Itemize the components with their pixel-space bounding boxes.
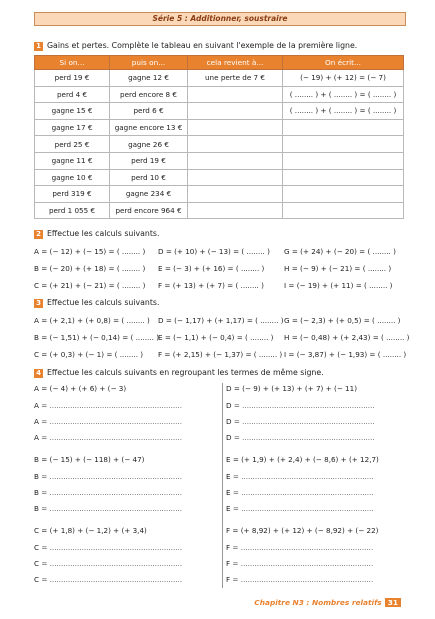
- answer-letter: A: [34, 417, 39, 426]
- expression: A = (− 4) + (+ 6) + (− 3): [34, 384, 127, 393]
- answer-letter: F: [226, 543, 231, 552]
- answer-dots: = ..........................................................: [38, 504, 183, 513]
- calculation-item[interactable]: A = (− 12) + (− 15) = ( ........ ): [34, 247, 146, 256]
- table-cell: gagne 26 €: [110, 136, 188, 153]
- answer-cell[interactable]: [283, 119, 404, 136]
- calculation-item[interactable]: G = (− 2,3) + (+ 0,5) = ( ........ ): [284, 316, 401, 325]
- answer-line[interactable]: [34, 433, 182, 442]
- table-row: [35, 136, 404, 153]
- answer-cell[interactable]: [283, 136, 404, 153]
- answer-cell: (− 19) + (+ 12) = (− 7): [283, 70, 404, 87]
- column-header: puis on...: [110, 56, 188, 70]
- answer-letter: E: [226, 472, 231, 481]
- calculation-item[interactable]: A = (+ 2,1) + (+ 0,8) = ( ........ ): [34, 316, 150, 325]
- answer-letter: C: [34, 559, 40, 568]
- table-cell[interactable]: [188, 136, 283, 153]
- answer-line[interactable]: [226, 488, 374, 497]
- answer-dots: = ..........................................................: [231, 433, 375, 442]
- table-cell[interactable]: [188, 86, 283, 103]
- answer-letter: D: [226, 401, 232, 410]
- exercise-2-instruction: Effectue les calculs suivants.: [47, 229, 160, 238]
- answer-cell[interactable]: [283, 202, 404, 219]
- table-cell: perd 19 €: [35, 70, 110, 87]
- page-number: 31: [385, 598, 401, 607]
- table-cell: une perte de 7 €: [188, 70, 283, 87]
- answer-letter: B: [34, 472, 39, 481]
- table-cell: perd encore 8 €: [110, 86, 188, 103]
- answer-dots: = ..........................................................: [230, 488, 374, 497]
- answer-cell[interactable]: ( ........ ) + ( ........ ) = ( ........ ): [283, 103, 404, 120]
- exercise-number-badge: 3: [34, 299, 43, 308]
- table-cell: gagne 10 €: [35, 169, 110, 186]
- table-cell[interactable]: [188, 202, 283, 219]
- table-cell: perd 1 055 €: [35, 202, 110, 219]
- table-cell[interactable]: [188, 169, 283, 186]
- table-cell[interactable]: [188, 103, 283, 120]
- answer-dots: = ..........................................................: [230, 543, 374, 552]
- answer-line[interactable]: [226, 559, 373, 568]
- calculation-item[interactable]: C = (+ 0,3) + (− 1) = ( ........ ): [34, 350, 144, 359]
- table-cell[interactable]: [188, 119, 283, 136]
- calculation-item[interactable]: I = (− 3,87) + (− 1,93) = ( ........ ): [284, 350, 407, 359]
- answer-line[interactable]: [226, 543, 373, 552]
- table-cell: perd 25 €: [35, 136, 110, 153]
- answer-cell[interactable]: [283, 169, 404, 186]
- answer-dots: = ..........................................................: [39, 543, 183, 552]
- table-cell: perd 10 €: [110, 169, 188, 186]
- series-title: Série 5 : Additionner, soustraire: [34, 12, 406, 26]
- answer-line[interactable]: [226, 575, 373, 584]
- answer-letter: B: [34, 504, 39, 513]
- exercise-4-title: [34, 368, 324, 378]
- exercise-3-instruction: Effectue les calculs suivants.: [47, 298, 160, 307]
- answer-cell[interactable]: ( ........ ) + ( ........ ) = ( ........ ): [283, 86, 404, 103]
- column-divider: [222, 383, 223, 588]
- calculation-item[interactable]: E = (− 3) + (+ 16) = ( ........ ): [158, 264, 265, 273]
- table-row: [35, 119, 404, 136]
- answer-line[interactable]: [226, 472, 374, 481]
- answer-letter: A: [34, 433, 39, 442]
- calculation-item[interactable]: B = (− 1,51) + (− 0,14) = ( ........ ): [34, 333, 159, 342]
- table-cell: gagne 11 €: [35, 152, 110, 169]
- calculation-item[interactable]: H = (− 0,48) + (+ 2,43) = ( ........ ): [284, 333, 410, 342]
- answer-cell[interactable]: [283, 152, 404, 169]
- exercise-number-badge: 1: [34, 42, 43, 51]
- answer-letter: E: [226, 504, 231, 513]
- expression: D = (− 9) + (+ 13) + (+ 7) + (− 11): [226, 384, 357, 393]
- table-cell: gagne 234 €: [110, 186, 188, 203]
- expression: E = (+ 1,9) + (+ 2,4) + (− 8,6) + (+ 12,7): [226, 455, 379, 464]
- calculation-item[interactable]: B = (− 20) + (+ 18) = ( ........ ): [34, 264, 146, 273]
- exercise-number-badge: 4: [34, 369, 43, 378]
- answer-line[interactable]: [226, 433, 375, 442]
- answer-letter: C: [34, 543, 40, 552]
- table-cell: perd 319 €: [35, 186, 110, 203]
- answer-dots: = ..........................................................: [38, 417, 183, 426]
- answer-line[interactable]: [226, 417, 375, 426]
- table-cell[interactable]: [188, 186, 283, 203]
- answer-dots: = ..........................................................: [38, 472, 183, 481]
- calculation-item[interactable]: D = (− 1,17) + (+ 1,17) = ( ........ ): [158, 316, 284, 325]
- calculation-item[interactable]: F = (+ 13) + (+ 7) = ( ........ ): [158, 281, 264, 290]
- table-cell: perd 19 €: [110, 152, 188, 169]
- answer-letter: D: [226, 433, 232, 442]
- exercise-4-instruction: Effectue les calculs suivants en regroupant les termes de même signe.: [47, 368, 324, 377]
- exercise-1-title: [34, 41, 357, 51]
- exercise-1-instruction: Gains et pertes. Complète le tableau en suivant l'exemple de la première ligne.: [47, 41, 358, 50]
- table-cell: perd encore 964 €: [110, 202, 188, 219]
- calculation-item[interactable]: G = (+ 24) + (− 20) = ( ........ ): [284, 247, 396, 256]
- answer-dots: = ..........................................................: [230, 559, 374, 568]
- table-cell: gagne 15 €: [35, 103, 110, 120]
- expression: B = (− 15) + (− 118) + (− 47): [34, 455, 145, 464]
- calculation-item[interactable]: F = (+ 2,15) + (− 1,37) = ( ........ ): [158, 350, 283, 359]
- table-cell: perd 4 €: [35, 86, 110, 103]
- answer-letter: D: [226, 417, 232, 426]
- answer-letter: A: [34, 401, 39, 410]
- answer-dots: = ..........................................................: [231, 401, 375, 410]
- exercise-number-badge: 2: [34, 230, 43, 239]
- exercise-3-title: [34, 298, 159, 308]
- table-row: [35, 103, 404, 120]
- answer-line[interactable]: [34, 472, 182, 481]
- chapter-title: Chapitre N3 : Nombres relatifs: [254, 598, 382, 607]
- answer-dots: = ..........................................................: [39, 559, 183, 568]
- answer-dots: = ..........................................................: [230, 472, 374, 481]
- calculation-item[interactable]: D = (+ 10) + (− 13) = ( ........ ): [158, 247, 270, 256]
- expression: C = (+ 1,8) + (− 1,2) + (+ 3,4): [34, 526, 147, 535]
- table-row: [35, 86, 404, 103]
- table-row: [35, 202, 404, 219]
- answer-dots: = ..........................................................: [38, 401, 183, 410]
- column-header: Si on...: [35, 56, 110, 70]
- answer-letter: E: [226, 488, 231, 497]
- answer-cell[interactable]: [283, 186, 404, 203]
- expression: F = (+ 8,92) + (+ 12) + (− 8,92) + (− 22): [226, 526, 379, 535]
- calculation-item[interactable]: H = (− 9) + (− 21) = ( ........ ): [284, 264, 392, 273]
- answer-letter: F: [226, 559, 231, 568]
- answer-dots: = ..........................................................: [38, 488, 183, 497]
- answer-dots: = ..........................................................: [230, 504, 374, 513]
- table-cell: gagne 17 €: [35, 119, 110, 136]
- answer-line[interactable]: [34, 417, 182, 426]
- table-row: [35, 70, 404, 87]
- answer-line[interactable]: [34, 543, 182, 552]
- table-cell[interactable]: [188, 152, 283, 169]
- page-footer: [254, 598, 401, 607]
- table-row: [35, 169, 404, 186]
- answer-line[interactable]: [226, 504, 374, 513]
- answer-line[interactable]: [34, 401, 182, 410]
- answer-line[interactable]: [226, 401, 375, 410]
- exercise-2-title: [34, 229, 159, 239]
- table-cell: perd 6 €: [110, 103, 188, 120]
- answer-letter: C: [34, 575, 40, 584]
- calculation-item[interactable]: E = (− 1,1) + (− 0,4) = ( ........ ): [158, 333, 274, 342]
- gains-losses-table: [34, 55, 404, 219]
- answer-dots: = ..........................................................: [231, 417, 375, 426]
- answer-dots: = ..........................................................: [39, 575, 183, 584]
- answer-line[interactable]: [34, 575, 182, 584]
- answer-dots: = ..........................................................: [38, 433, 183, 442]
- table-row: [35, 186, 404, 203]
- answer-line[interactable]: [34, 504, 182, 513]
- calculation-item[interactable]: C = (+ 21) + (− 21) = ( ........ ): [34, 281, 146, 290]
- column-header: cela revient à...: [188, 56, 283, 70]
- table-row: [35, 152, 404, 169]
- answer-line[interactable]: [34, 488, 182, 497]
- column-header: On écrit...: [283, 56, 404, 70]
- table-cell: gagne 12 €: [110, 70, 188, 87]
- answer-letter: B: [34, 488, 39, 497]
- answer-line[interactable]: [34, 559, 182, 568]
- answer-dots: = ..........................................................: [230, 575, 374, 584]
- table-cell: gagne encore 13 €: [110, 119, 188, 136]
- calculation-item[interactable]: I = (− 19) + (+ 11) = ( ........ ): [284, 281, 393, 290]
- answer-letter: F: [226, 575, 231, 584]
